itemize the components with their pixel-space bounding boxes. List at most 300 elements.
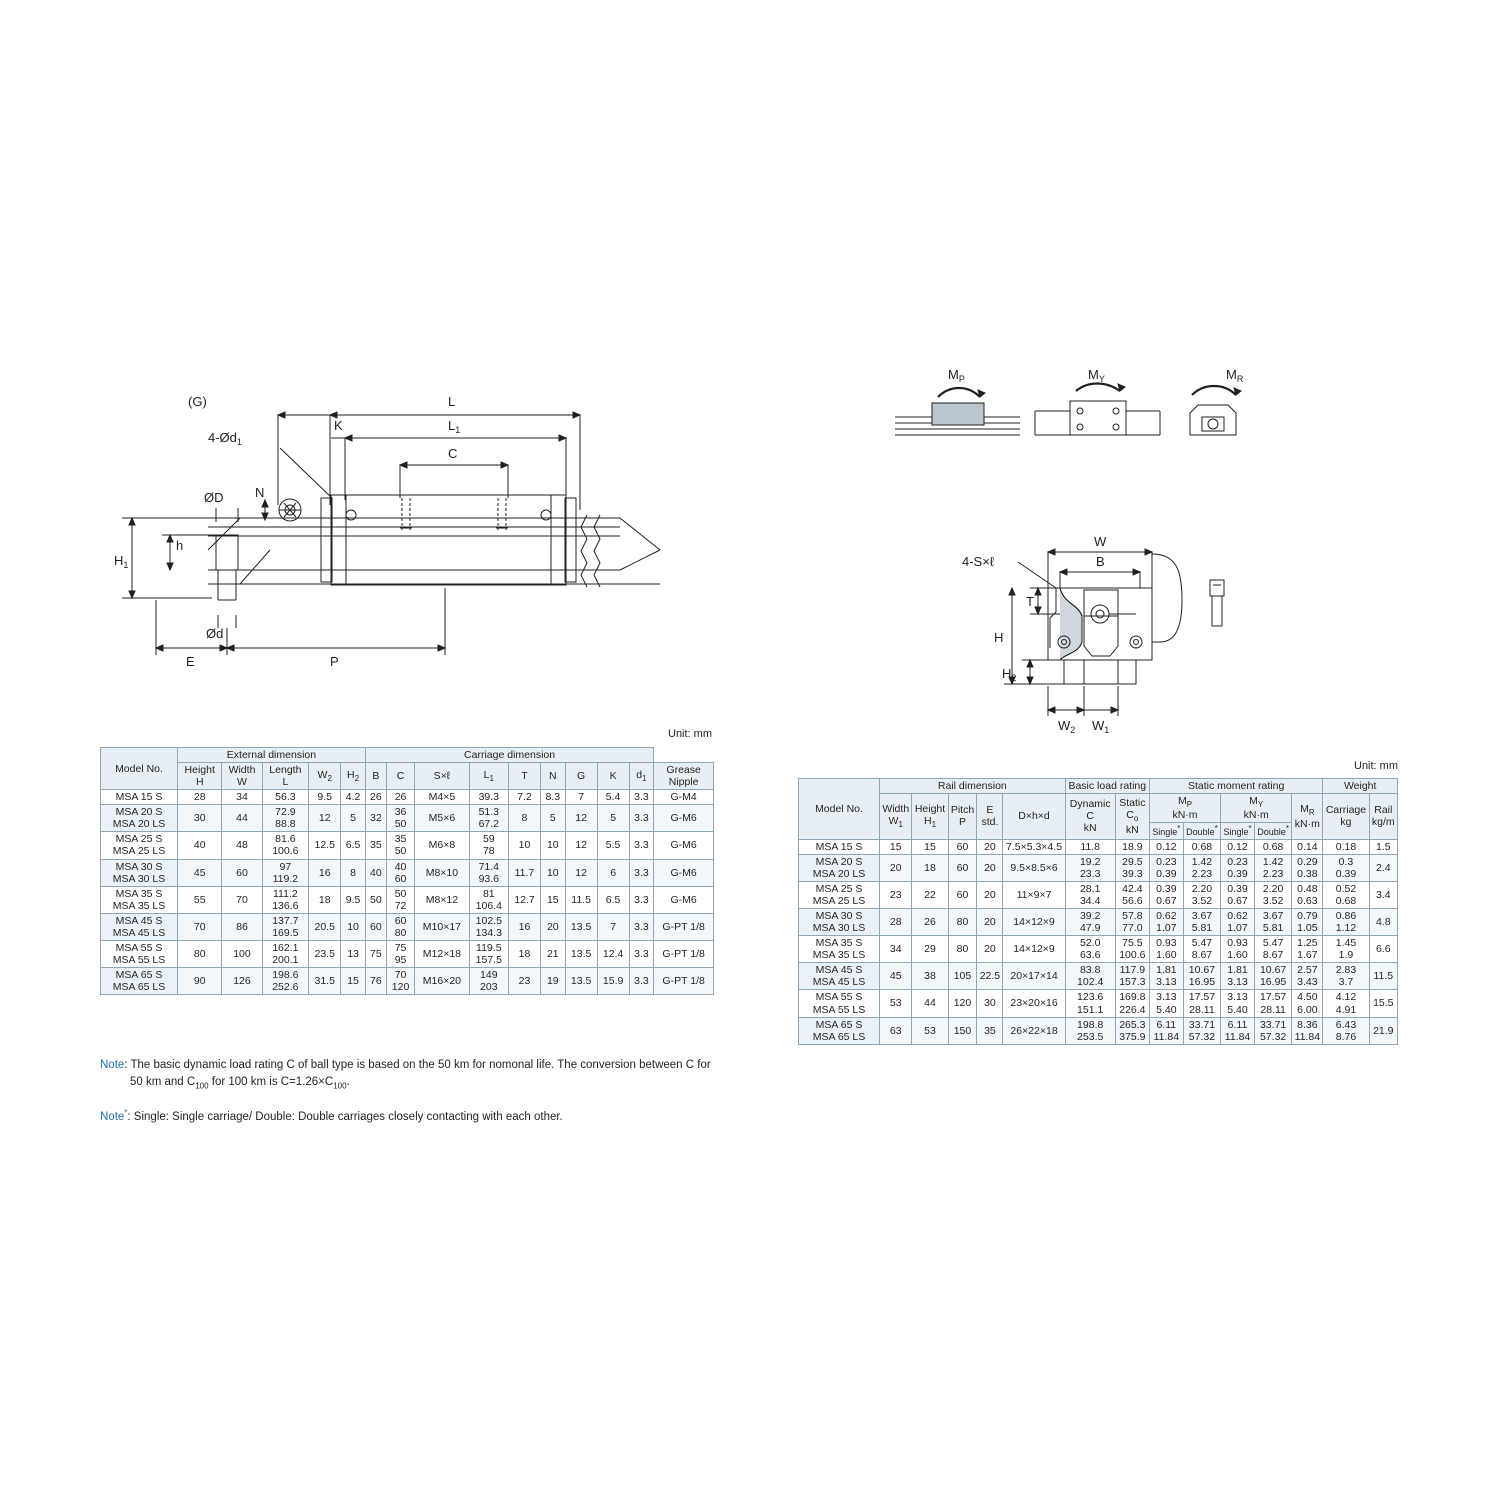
cell-d1: 3.3 [629, 859, 654, 886]
group-carriage-dimension: Carriage dimension [365, 748, 653, 763]
label-K: K [334, 418, 343, 433]
cell-k: 12.4 [597, 940, 629, 967]
cell-l1: 149 203 [469, 968, 508, 995]
cell-dhd: 20×17×14 [1003, 963, 1065, 990]
cell-w1: 53 [880, 990, 912, 1017]
cell-grease: G-M6 [654, 832, 714, 859]
cell-c: 19.2 23.3 [1065, 854, 1115, 881]
col-mp-single: Single* [1149, 823, 1183, 839]
cell-h1: 29 [912, 936, 948, 963]
cell-mp-double: 3.67 5.81 [1183, 909, 1220, 936]
cross-section-drawing [960, 530, 1290, 760]
cell-k: 5.5 [597, 832, 629, 859]
col-b: B [365, 763, 386, 790]
cell-mr: 4.50 6.00 [1292, 990, 1323, 1017]
cell-w: 86 [222, 913, 262, 940]
cell-e: 20 [977, 839, 1003, 854]
cell-h: 70 [178, 913, 222, 940]
col-model-no: Model No. [101, 748, 178, 790]
cell-w1: 45 [880, 963, 912, 990]
cell-my-double: 1.42 2.23 [1254, 854, 1291, 881]
cell-mr: 0.48 0.63 [1292, 881, 1323, 908]
label-G: (G) [188, 394, 207, 409]
cell-g: 12 [565, 832, 597, 859]
cell-t: 12.7 [508, 886, 540, 913]
cell-c: 40 60 [386, 859, 414, 886]
note-1-line2b-sub: 100 [333, 1081, 347, 1091]
cell-l1: 71.4 93.6 [469, 859, 508, 886]
cell-b: 60 [365, 913, 386, 940]
cell-grease: G-M6 [654, 805, 714, 832]
cell-carriage: 2.83 3.7 [1323, 963, 1369, 990]
model-no-cell: MSA 55 S MSA 55 LS [101, 940, 178, 967]
cell-co: 42.4 56.6 [1115, 881, 1149, 908]
cell-c: 26 [386, 790, 414, 805]
rail-load-rating-table [798, 778, 1398, 1045]
cell-w2: 12.5 [309, 832, 341, 859]
label-T: T [1026, 594, 1034, 609]
col-g: G [565, 763, 597, 790]
cell-h1: 53 [912, 1017, 948, 1044]
cell-k: 7 [597, 913, 629, 940]
cell-c: 60 80 [386, 913, 414, 940]
table-row [799, 909, 1398, 936]
cell-l: 162.1 200.1 [262, 940, 309, 967]
cell-d1: 3.3 [629, 886, 654, 913]
model-no-cell: MSA 30 S MSA 30 LS [799, 909, 880, 936]
cell-mp-single: 6.11 11.84 [1149, 1017, 1183, 1044]
cell-e: 20 [977, 909, 1003, 936]
cell-c: 52.0 63.6 [1065, 936, 1115, 963]
col-dynamic-c: Dynamic C kN [1065, 794, 1115, 840]
cell-mr: 1.25 1.67 [1292, 936, 1323, 963]
cell-sl: M5×6 [415, 805, 469, 832]
model-no-cell: MSA 35 S MSA 35 LS [101, 886, 178, 913]
cell-h2: 8 [341, 859, 366, 886]
cell-my-single: 1.81 3.13 [1221, 963, 1255, 990]
note-1-line2a: 50 km and C [130, 1076, 196, 1089]
cell-h2: 15 [341, 968, 366, 995]
cell-mr: 0.29 0.38 [1292, 854, 1323, 881]
cell-l: 111.2 136.6 [262, 886, 309, 913]
table-row [799, 881, 1398, 908]
cell-e: 20 [977, 854, 1003, 881]
cell-carriage: 0.86 1.12 [1323, 909, 1369, 936]
cell-g: 13.5 [565, 913, 597, 940]
cell-mp-double: 0.68 [1183, 839, 1220, 854]
cell-sl: M8×10 [415, 859, 469, 886]
model-no-cell: MSA 20 S MSA 20 LS [101, 805, 178, 832]
cell-grease: G-M6 [654, 859, 714, 886]
cell-h1: 22 [912, 881, 948, 908]
cell-h2: 10 [341, 913, 366, 940]
cell-h1: 15 [912, 839, 948, 854]
group-rail-dimension: Rail dimension [880, 779, 1066, 794]
col-h1: Height $H_1$ [912, 794, 948, 840]
col-width: Width W [222, 763, 262, 790]
label-W: W [1094, 534, 1107, 549]
moment-diagrams [890, 365, 1310, 475]
note-1-line2c: . [346, 1076, 350, 1089]
cell-mp-single: 0.62 1.07 [1149, 909, 1183, 936]
cell-g: 7 [565, 790, 597, 805]
side-view-drawing [100, 370, 720, 690]
table-row [101, 859, 714, 886]
cell-l: 198.6 252.6 [262, 968, 309, 995]
table-row [101, 886, 714, 913]
unit-label-right: Unit: mm [1354, 760, 1398, 772]
model-no-cell: MSA 15 S [799, 839, 880, 854]
cell-c: 70 120 [386, 968, 414, 995]
col-pitch: Pitch P [948, 794, 977, 840]
cell-rail: 1.5 [1369, 839, 1397, 854]
cell-d1: 3.3 [629, 832, 654, 859]
cell-my-double: 3.67 5.81 [1254, 909, 1291, 936]
cell-my-single: 3.13 5.40 [1221, 990, 1255, 1017]
cell-t: 18 [508, 940, 540, 967]
cell-h1: 44 [912, 990, 948, 1017]
col-k: K [597, 763, 629, 790]
cell-co: 57.8 77.0 [1115, 909, 1149, 936]
cell-w: 48 [222, 832, 262, 859]
cell-h: 55 [178, 886, 222, 913]
cell-mr: 2.57 3.43 [1292, 963, 1323, 990]
cell-e: 20 [977, 881, 1003, 908]
cell-sl: M4×5 [415, 790, 469, 805]
col-rail-weight: Rail kg/m [1369, 794, 1397, 840]
group-static-moment-rating: Static moment rating [1149, 779, 1322, 794]
cell-my-double: 5.47 8.67 [1254, 936, 1291, 963]
col-grease: Grease Nipple [654, 763, 714, 790]
cell-w: 70 [222, 886, 262, 913]
model-no-cell: MSA 55 S MSA 55 LS [799, 990, 880, 1017]
cell-mp-double: 2.20 3.52 [1183, 881, 1220, 908]
cell-t: 7.2 [508, 790, 540, 805]
cell-p: 105 [948, 963, 977, 990]
cell-c: 36 50 [386, 805, 414, 832]
cell-p: 60 [948, 881, 977, 908]
cell-t: 10 [508, 832, 540, 859]
cell-h2: 5 [341, 805, 366, 832]
cell-w: 126 [222, 968, 262, 995]
cell-mp-single: 3.13 5.40 [1149, 990, 1183, 1017]
cell-my-double: 17.57 28.11 [1254, 990, 1291, 1017]
cell-mp-double: 5.47 8.67 [1183, 936, 1220, 963]
cell-d1: 3.3 [629, 790, 654, 805]
cell-sl: M12×18 [415, 940, 469, 967]
cell-grease: G-PT 1/8 [654, 940, 714, 967]
cell-mp-single: 1.81 3.13 [1149, 963, 1183, 990]
cell-carriage: 0.18 [1323, 839, 1369, 854]
cell-p: 60 [948, 854, 977, 881]
cell-dhd: 23×20×16 [1003, 990, 1065, 1017]
cell-sl: M16×20 [415, 968, 469, 995]
cell-d1: 3.3 [629, 913, 654, 940]
label-P: P [330, 654, 339, 669]
label-B: B [1096, 554, 1105, 569]
cell-l1: 102.5 134.3 [469, 913, 508, 940]
cell-my-single: 0.93 1.60 [1221, 936, 1255, 963]
cell-mr: 8.36 11.84 [1292, 1017, 1323, 1044]
cell-rail: 6.6 [1369, 936, 1397, 963]
cell-carriage: 4.12 4.91 [1323, 990, 1369, 1017]
label-L1: $L_1$ [448, 418, 461, 435]
cell-h: 45 [178, 859, 222, 886]
group-weight: Weight [1323, 779, 1398, 794]
cell-w1: 23 [880, 881, 912, 908]
cell-w: 34 [222, 790, 262, 805]
cell-b: 75 [365, 940, 386, 967]
label-H1: $H_1$ [114, 553, 129, 570]
label-4-od1: $4-Ød_1$ [208, 430, 242, 447]
external-carriage-dimension-table [100, 747, 714, 995]
label-C: C [448, 446, 458, 461]
cell-b: 40 [365, 859, 386, 886]
cell-b: 32 [365, 805, 386, 832]
cell-b: 35 [365, 832, 386, 859]
label-H2: $H_2$ [1002, 666, 1017, 683]
table-row [799, 1017, 1398, 1044]
cell-h1: 26 [912, 909, 948, 936]
cell-h: 30 [178, 805, 222, 832]
cell-p: 80 [948, 936, 977, 963]
cell-h2: 13 [341, 940, 366, 967]
col-static-co: Static $C_o$ kN [1115, 794, 1149, 840]
cell-c: 35 50 [386, 832, 414, 859]
cell-my-single: 0.62 1.07 [1221, 909, 1255, 936]
cell-my-single: 0.23 0.39 [1221, 854, 1255, 881]
cell-my-double: 33.71 57.32 [1254, 1017, 1291, 1044]
cell-sl: M6×8 [415, 832, 469, 859]
cell-w2: 23.5 [309, 940, 341, 967]
table-row [101, 940, 714, 967]
cell-w: 44 [222, 805, 262, 832]
note-1-keyword: Note [100, 1059, 125, 1071]
cell-c: 39.2 47.9 [1065, 909, 1115, 936]
cell-t: 23 [508, 968, 540, 995]
cell-d1: 3.3 [629, 940, 654, 967]
cell-h1: 38 [912, 963, 948, 990]
cell-w2: 12 [309, 805, 341, 832]
cell-l1: 51.3 67.2 [469, 805, 508, 832]
cell-n: 15 [540, 886, 565, 913]
cell-mp-single: 0.93 1.60 [1149, 936, 1183, 963]
col-my-double: Double* [1254, 823, 1291, 839]
cell-c: 11.8 [1065, 839, 1115, 854]
cell-c: 75 95 [386, 940, 414, 967]
cell-e: 20 [977, 936, 1003, 963]
cell-mp-double: 1.42 2.23 [1183, 854, 1220, 881]
note-2 [100, 1107, 740, 1126]
cell-rail: 15.5 [1369, 990, 1397, 1017]
table-row [101, 968, 714, 995]
cell-n: 20 [540, 913, 565, 940]
model-no-cell: MSA 45 S MSA 45 LS [101, 913, 178, 940]
col-length: Length L [262, 763, 309, 790]
label-W2: $W_2$ [1058, 718, 1076, 735]
cell-n: 5 [540, 805, 565, 832]
cell-co: 29.5 39.3 [1115, 854, 1149, 881]
col-n: N [540, 763, 565, 790]
cell-n: 21 [540, 940, 565, 967]
cell-l: 97 119.2 [262, 859, 309, 886]
table-row [101, 913, 714, 940]
cell-mp-single: 0.23 0.39 [1149, 854, 1183, 881]
note-2-keyword: Note [100, 1110, 125, 1123]
cell-n: 10 [540, 859, 565, 886]
col-d1: $d_1$ [629, 763, 654, 790]
col-mr: $M_R$ kN·m [1292, 794, 1323, 840]
cell-mp-single: 0.39 0.67 [1149, 881, 1183, 908]
cell-co: 18.9 [1115, 839, 1149, 854]
label-H: H [994, 630, 1004, 645]
cell-my-double: 2.20 3.52 [1254, 881, 1291, 908]
cell-g: 13.5 [565, 940, 597, 967]
cell-grease: G-PT 1/8 [654, 968, 714, 995]
cell-dhd: 7.5×5.3×4.5 [1003, 839, 1065, 854]
cell-g: 11.5 [565, 886, 597, 913]
model-no-cell: MSA 65 S MSA 65 LS [799, 1017, 880, 1044]
label-4-sxl: 4-S×ℓ [962, 554, 995, 569]
note-1 [100, 1057, 740, 1093]
cell-g: 12 [565, 859, 597, 886]
col-height: Height H [178, 763, 222, 790]
cell-c: 28.1 34.4 [1065, 881, 1115, 908]
label-OD: ØD [204, 490, 224, 505]
model-no-cell: MSA 65 S MSA 65 LS [101, 968, 178, 995]
group-basic-load-rating: Basic load rating [1065, 779, 1149, 794]
cell-mp-double: 33.71 57.32 [1183, 1017, 1220, 1044]
cell-w1: 20 [880, 854, 912, 881]
cell-w2: 31.5 [309, 968, 341, 995]
notes-block [100, 1057, 740, 1126]
cell-mp-single: 0.12 [1149, 839, 1183, 854]
note-1-line2b: for 100 km is C=1.26×C [208, 1076, 334, 1089]
cell-grease: G-PT 1/8 [654, 913, 714, 940]
cell-h1: 18 [912, 854, 948, 881]
cell-w2: 20.5 [309, 913, 341, 940]
col-l1: $L_1$ [469, 763, 508, 790]
cell-n: 10 [540, 832, 565, 859]
cell-b: 26 [365, 790, 386, 805]
cell-co: 75.5 100.6 [1115, 936, 1149, 963]
cell-dhd: 11×9×7 [1003, 881, 1065, 908]
cell-l1: 39.3 [469, 790, 508, 805]
cell-t: 11.7 [508, 859, 540, 886]
cell-k: 5.4 [597, 790, 629, 805]
table-row [101, 832, 714, 859]
label-L: L [448, 394, 456, 409]
cell-b: 50 [365, 886, 386, 913]
cell-h: 80 [178, 940, 222, 967]
model-no-cell: MSA 25 S MSA 25 LS [799, 881, 880, 908]
col-my-single: Single* [1221, 823, 1255, 839]
col-e-std: E std. [977, 794, 1003, 840]
col-w2: $W_2$ [309, 763, 341, 790]
unit-label-left: Unit: mm [668, 728, 712, 740]
cell-w2: 18 [309, 886, 341, 913]
cell-t: 8 [508, 805, 540, 832]
cell-rail: 3.4 [1369, 881, 1397, 908]
cell-p: 150 [948, 1017, 977, 1044]
group-my: $M_Y$ kN·m [1221, 794, 1292, 823]
cell-mp-double: 10.67 16.95 [1183, 963, 1220, 990]
note-2-text: : Single: Single carriage/ Double: Double carriages closely contacting with each other. [127, 1110, 563, 1123]
cell-p: 120 [948, 990, 977, 1017]
cell-mr: 0.79 1.05 [1292, 909, 1323, 936]
cell-n: 8.3 [540, 790, 565, 805]
cell-sl: M8×12 [415, 886, 469, 913]
col-t: T [508, 763, 540, 790]
cell-dhd: 26×22×18 [1003, 1017, 1065, 1044]
cell-l: 72.9 88.8 [262, 805, 309, 832]
cell-rail: 2.4 [1369, 854, 1397, 881]
cell-p: 60 [948, 839, 977, 854]
model-no-cell: MSA 20 S MSA 20 LS [799, 854, 880, 881]
cell-h: 90 [178, 968, 222, 995]
cell-w1: 15 [880, 839, 912, 854]
cell-l: 137.7 169.5 [262, 913, 309, 940]
col-carriage-weight: Carriage kg [1323, 794, 1369, 840]
cell-p: 80 [948, 909, 977, 936]
cell-c: 123.6 151.1 [1065, 990, 1115, 1017]
cell-mp-double: 17.57 28.11 [1183, 990, 1220, 1017]
cell-k: 15.9 [597, 968, 629, 995]
group-mp: $M_P$ kN·m [1149, 794, 1220, 823]
cell-e: 22.5 [977, 963, 1003, 990]
table-row [799, 990, 1398, 1017]
cell-l1: 59 78 [469, 832, 508, 859]
cell-dhd: 14×12×9 [1003, 936, 1065, 963]
table-row [799, 936, 1398, 963]
cell-l1: 119.5 157.5 [469, 940, 508, 967]
col-w1: Width $W_1$ [880, 794, 912, 840]
note-1-line2a-sub: 100 [195, 1081, 209, 1091]
cell-carriage: 0.3 0.39 [1323, 854, 1369, 881]
cell-my-single: 0.12 [1221, 839, 1255, 854]
cell-co: 169.8 226.4 [1115, 990, 1149, 1017]
cell-my-double: 0.68 [1254, 839, 1291, 854]
cell-dhd: 9.5×8.5×6 [1003, 854, 1065, 881]
model-no-cell: MSA 45 S MSA 45 LS [799, 963, 880, 990]
cell-h: 28 [178, 790, 222, 805]
cell-k: 6.5 [597, 886, 629, 913]
label-od: Ød [206, 626, 224, 641]
group-external-dimension: External dimension [178, 748, 366, 763]
cell-carriage: 0.52 0.68 [1323, 881, 1369, 908]
cell-l1: 81 106.4 [469, 886, 508, 913]
cell-h2: 4.2 [341, 790, 366, 805]
cell-dhd: 14×12×9 [1003, 909, 1065, 936]
cell-e: 35 [977, 1017, 1003, 1044]
cell-grease: G-M4 [654, 790, 714, 805]
col-s-: S×ℓ [415, 763, 469, 790]
cell-w1: 34 [880, 936, 912, 963]
cell-co: 265.3 375.9 [1115, 1017, 1149, 1044]
cell-d1: 3.3 [629, 805, 654, 832]
cell-carriage: 6.43 8.76 [1323, 1017, 1369, 1044]
cell-w2: 16 [309, 859, 341, 886]
col-h2: $H_2$ [341, 763, 366, 790]
cell-co: 117.9 157.3 [1115, 963, 1149, 990]
table-row [799, 839, 1398, 854]
cell-rail: 21.9 [1369, 1017, 1397, 1044]
col-model-no: Model No. [799, 779, 880, 840]
cell-w1: 28 [880, 909, 912, 936]
note-1-text: : The basic dynamic load rating C of ball type is based on the 50 km for nomonal life. The conversion between C for [124, 1059, 711, 1071]
cell-k: 6 [597, 859, 629, 886]
label-W1: $W_1$ [1092, 718, 1110, 735]
